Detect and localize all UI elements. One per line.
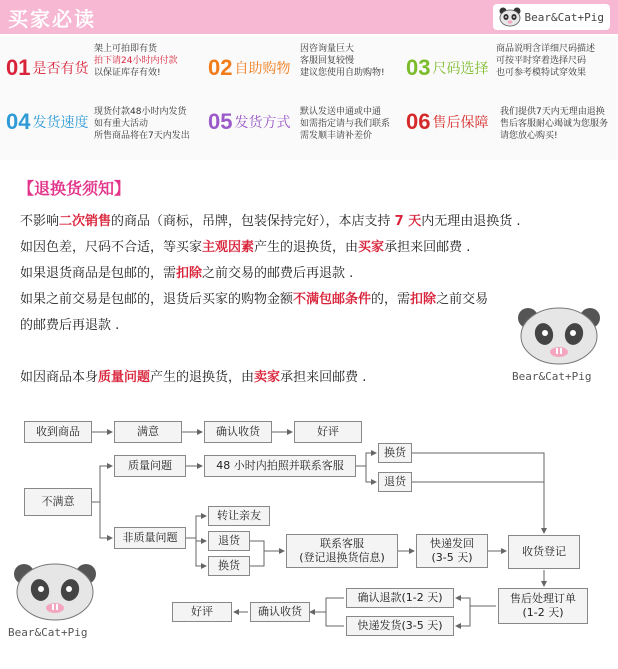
notice-desc-line: 也可参考模特试穿效果: [496, 68, 587, 78]
notice-desc: [300, 43, 418, 79]
notice-desc-line: 如需指定请与我们联系: [300, 119, 391, 129]
flow-node-non-quality: 非质量问题: [114, 527, 186, 549]
flow-node-satisfied: 满意: [114, 421, 182, 443]
notice-title: 发货方式: [234, 115, 291, 131]
notice-desc-line: 商品说明含详细尺码描述: [496, 44, 596, 54]
brand-logo-panda-bottom: [6, 560, 104, 640]
notice-number: 03: [406, 55, 431, 80]
notice-item-shipping-speed: [6, 98, 88, 146]
notice-item-size: [406, 44, 488, 92]
notice-desc-line: 建议您使用自助购物!: [300, 68, 385, 78]
flow-node-good-review-2: 好评: [172, 602, 232, 622]
notice-desc: [500, 106, 616, 142]
notice-desc: [300, 106, 418, 142]
notice-desc-line: 架上可拍即有货: [94, 44, 158, 54]
flow-node-sublabel: (登记退换货信息): [299, 551, 385, 564]
brand-logo-panda: [510, 304, 608, 384]
flow-node-express-back: [416, 534, 488, 568]
flow-node-label: 售后处理订单: [510, 592, 576, 605]
flow-node-quality: 质量问题: [114, 455, 186, 477]
notice-desc-line: 因咨询量巨大: [300, 44, 355, 54]
return-flowchart: [0, 400, 618, 669]
policy-line-4: 如果之前交易是包邮的，退货后买家的购物金额不满包邮条件的，需扣除之前交易: [20, 292, 489, 307]
brand-text: Bear&Cat+Pig: [512, 370, 592, 383]
policy-line-1: 不影响二次销售的商品（商标，吊牌，包装保持完好），本店支持 7 天内无理由退换货 .: [20, 214, 521, 229]
flow-node-transfer: 转让亲友: [208, 506, 270, 526]
flow-node-label: 联系客服: [320, 537, 364, 550]
policy-line-3: 如果退货商品是包邮的，需扣除之前交易的邮费后再退款 .: [20, 266, 354, 281]
policy-line-6: 如因商品本身质量问题产生的退换货，由卖家承担来回邮费 .: [20, 370, 367, 385]
notice-item-after-sale: [406, 98, 488, 146]
notice-item-stock: [6, 44, 88, 92]
policy-line-2: 如因色差，尺码不合适，等买家主观因素产生的退换货，由买家承担来回邮费 .: [20, 240, 471, 255]
page-title: 买家必读: [8, 7, 96, 31]
notice-desc-line: 客服回复较慢: [300, 56, 355, 66]
policy-line-5: 的邮费后再退款 .: [20, 318, 120, 333]
flow-node-return: 退货: [378, 472, 412, 492]
notice-desc-line: 售后客服耐心竭诚为您服务: [500, 119, 609, 129]
flow-node-return-2: 退货: [208, 531, 250, 551]
notice-number: 01: [6, 55, 31, 80]
notice-desc-line: 所售商品将在7天内发出: [94, 131, 190, 141]
flow-node-unsatisfied: 不满意: [24, 488, 92, 516]
notice-desc-line: 需发顺丰请补差价: [300, 131, 373, 141]
notice-title: 发货速度: [32, 115, 89, 131]
notice-number: 06: [406, 109, 431, 134]
notice-number: 04: [6, 109, 31, 134]
notice-desc-line: 拍下请24小时内付款: [94, 56, 178, 66]
policy-heading: 【退换货须知】: [18, 179, 131, 198]
notice-title: 售后保障: [432, 115, 489, 131]
notice-desc-line: 如有重大活动: [94, 119, 149, 129]
flow-node-sublabel: (3-5 天): [431, 551, 473, 564]
flow-node-receive: 收到商品: [24, 421, 92, 443]
notice-desc-line: 我们提供7天内无理由退换: [500, 107, 605, 117]
notice-desc: [94, 106, 212, 142]
notice-desc: [94, 43, 212, 79]
flow-node-exchange-2: 换货: [208, 556, 250, 576]
notice-title: 自助购物: [234, 61, 291, 77]
flow-node-reship: 快递发货(3-5 天): [346, 616, 454, 636]
notice-desc-line: 请您放心购买!: [500, 131, 558, 141]
panda-icon: [499, 7, 521, 27]
flow-node-confirm: 确认收货: [204, 421, 272, 443]
notice-number: 05: [208, 109, 233, 134]
flow-node-refund: 确认退款(1-2 天): [346, 588, 454, 608]
notice-desc-line: 以保证库存有效!: [94, 68, 161, 78]
notice-desc-line: 现货付款48小时内发货: [94, 107, 187, 117]
return-policy-section: [0, 164, 618, 400]
brand-text: Bear&Cat+Pig: [8, 626, 88, 639]
flow-node-after-sale: [498, 588, 588, 624]
flow-node-good-review: 好评: [294, 421, 362, 443]
notice-title: 是否有货: [32, 61, 89, 77]
notice-title: 尺码选择: [432, 61, 489, 77]
brand-logo: [493, 4, 610, 30]
flow-node-photo-contact: 48 小时内拍照并联系客服: [204, 455, 356, 477]
header-bar: [0, 0, 618, 34]
notice-desc-line: 默认发送申通或中通: [300, 107, 382, 117]
notice-desc: [496, 43, 614, 79]
notice-item-self-service: [208, 44, 290, 92]
flow-node-register: 收货登记: [508, 535, 580, 569]
flow-node-contact-cs: [286, 534, 398, 568]
flow-node-exchange: 换货: [378, 443, 412, 463]
notice-number: 02: [208, 55, 233, 80]
flow-node-sublabel: (1-2 天): [522, 606, 564, 619]
notice-item-shipping-method: [208, 98, 290, 146]
brand-text: Bear&Cat+Pig: [524, 10, 604, 24]
flow-node-label: 快递发回: [430, 537, 474, 550]
notice-grid: [0, 36, 618, 160]
flow-node-confirm-2: 确认收货: [250, 602, 310, 622]
notice-desc-line: 可按平时穿着选择尺码: [496, 56, 587, 66]
